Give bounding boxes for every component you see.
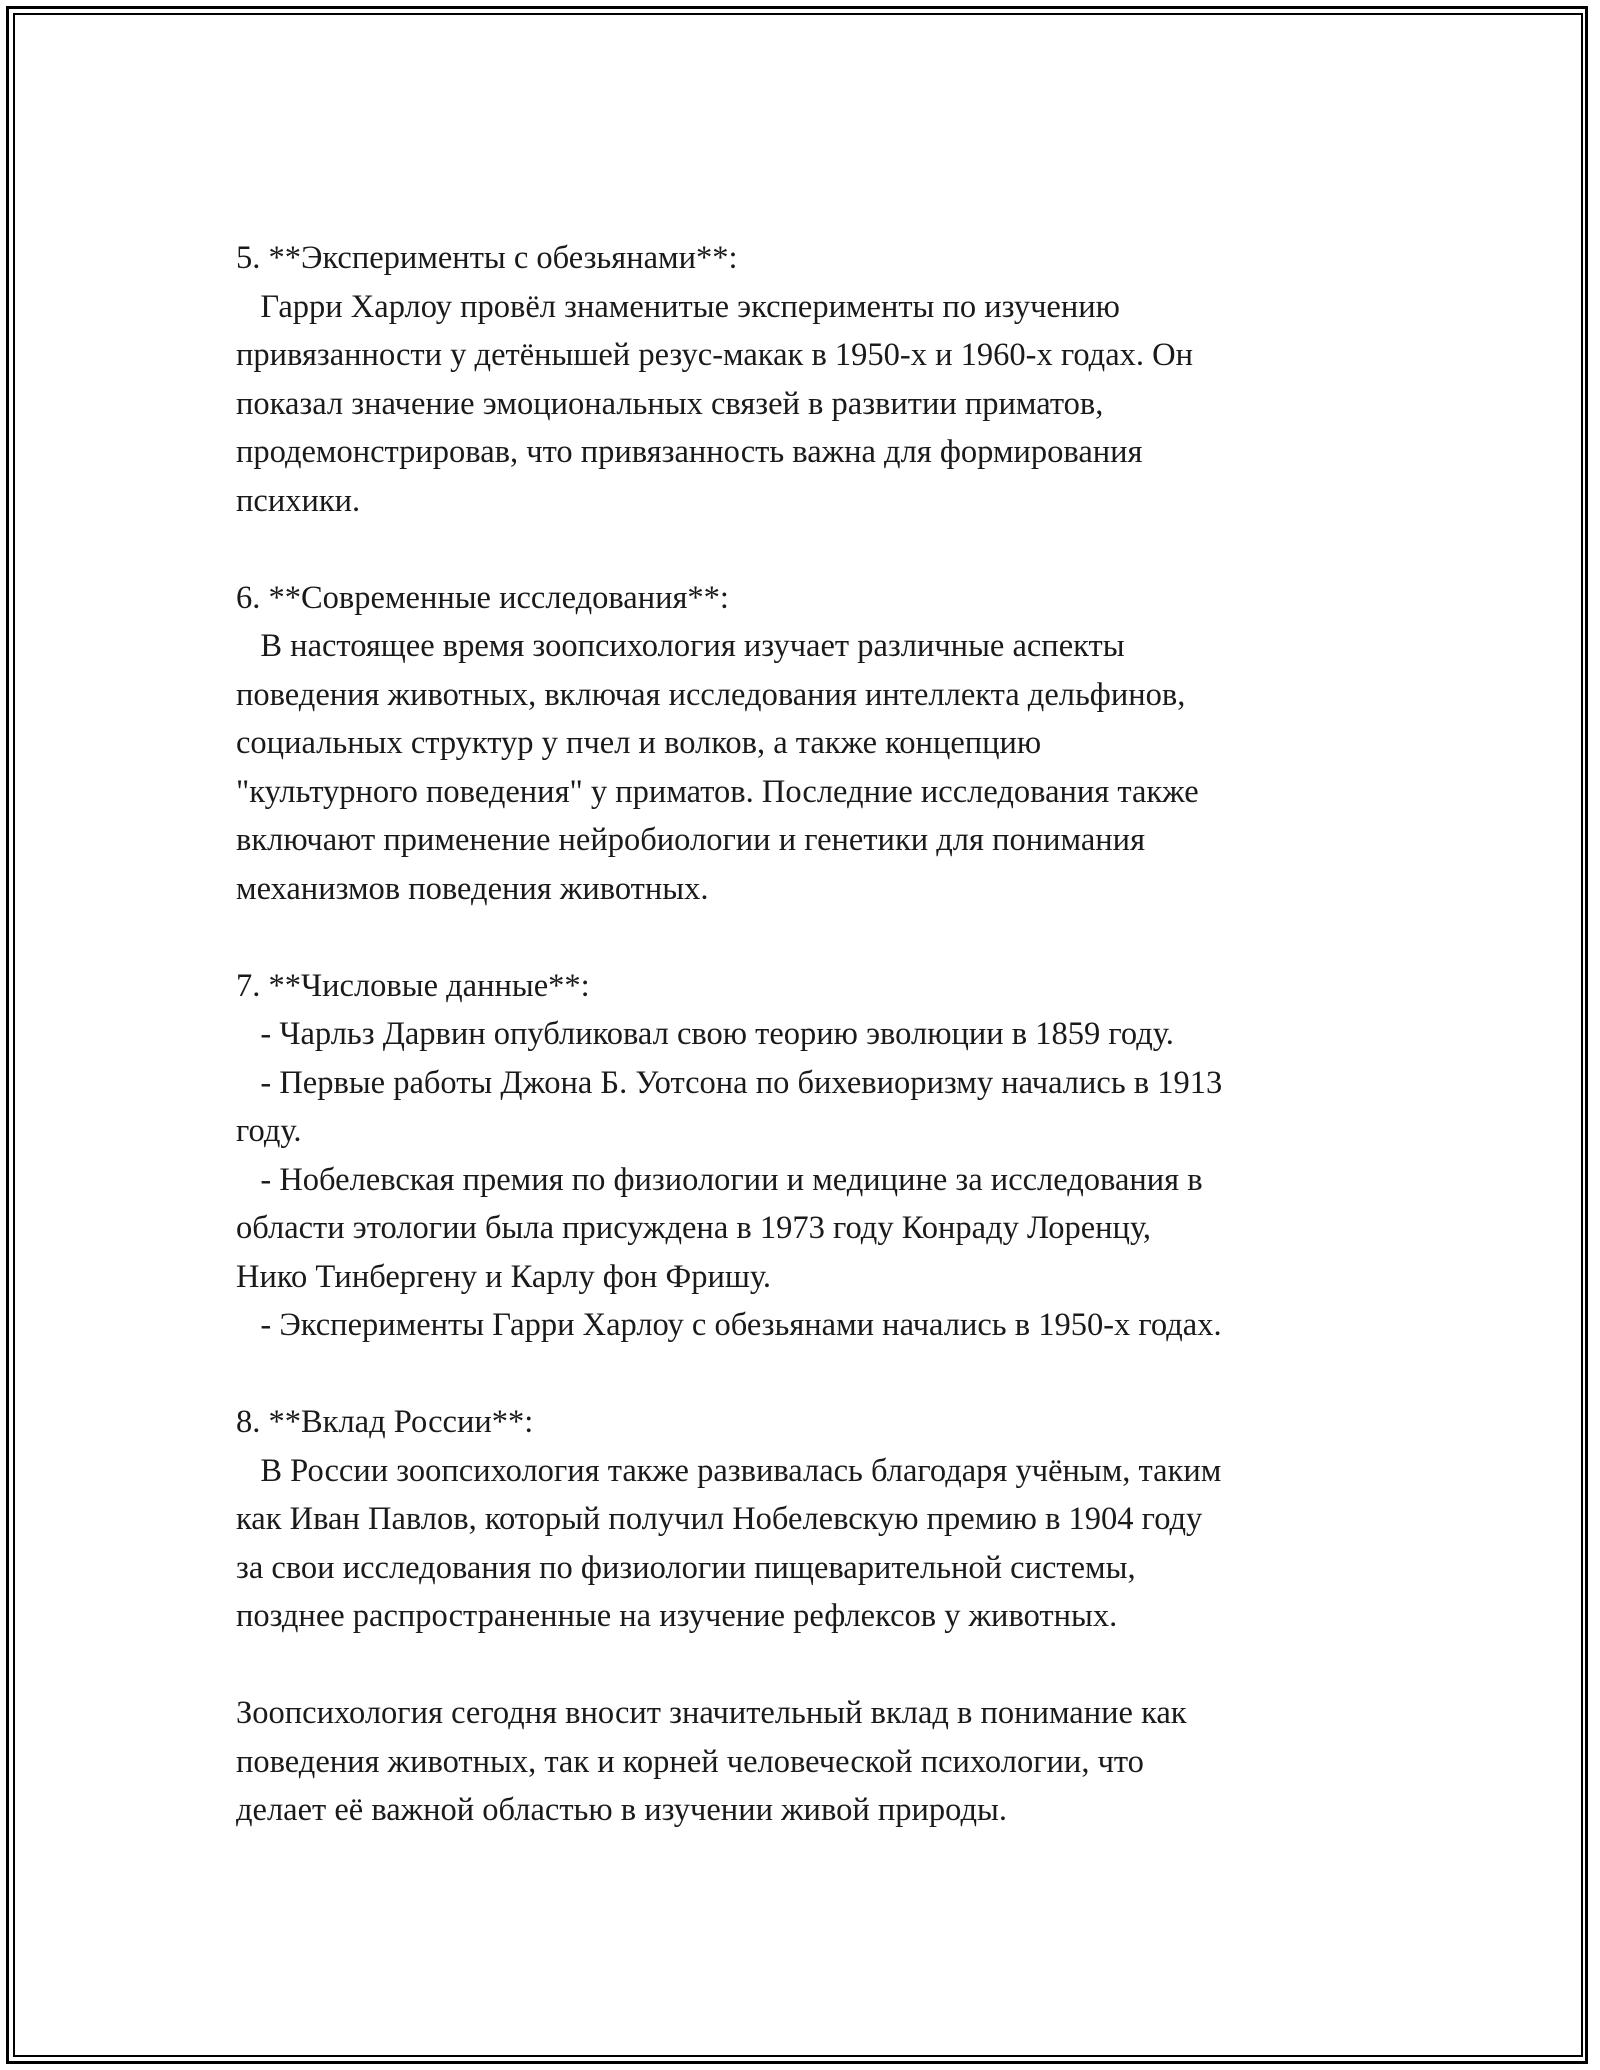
section-8 [236, 1398, 1386, 1641]
paragraph-line: социальных структур у пчел и волков, а также концепцию [236, 725, 1042, 761]
conclusion [236, 1689, 1386, 1835]
paragraph-line: делает её важной областью в изучении живой природы. [236, 1792, 1007, 1828]
section-heading: 7. **Числовые данные**: [236, 967, 590, 1004]
paragraph-line: поведения животных, включая исследования интеллекта дельфинов, [236, 676, 1186, 713]
section-heading: 5. **Эксперименты с обезьянами**: [236, 240, 738, 276]
section-5 [236, 234, 1386, 525]
paragraph-line: поведения животных, так и корней человеческой психологии, что [236, 1743, 1144, 1780]
paragraph-line: В настоящее время зоопсихология изучает различные аспекты [236, 628, 1125, 664]
list-item-line: - Первые работы Джона Б. Уотсона по бихевиоризму начались в 1913 [236, 1064, 1223, 1101]
list-item-line: - Нобелевская премия по физиологии и медицине за исследования в [236, 1161, 1203, 1198]
paragraph-line: психики. [236, 482, 361, 519]
section-6 [236, 574, 1386, 914]
paragraph-line: включают применение нейробиологии и генетики для понимания [236, 822, 1146, 858]
blank-line [236, 525, 1386, 574]
list-item-line: - Чарльз Дарвин опубликовал свою теорию эволюции в 1859 году. [236, 1016, 1174, 1052]
list-item-line: Нико Тинбергену и Карлу фон Фришу. [236, 1258, 771, 1295]
paragraph-line: Гарри Харлоу провёл знаменитые эксперименты по изучению [236, 288, 1120, 325]
paragraph-line: как Иван Павлов, который получил Нобелевскую премию в 1904 году [236, 1501, 1203, 1537]
section-heading: 8. **Вклад России**: [236, 1404, 534, 1440]
blank-line [236, 1350, 1386, 1399]
section-7 [236, 962, 1386, 1350]
document-body [236, 234, 1386, 1835]
section-heading: 6. **Современные исследования**: [236, 579, 729, 616]
list-item-line: году. [236, 1113, 302, 1149]
list-item-line: - Эксперименты Гарри Харлоу с обезьянами начались в 1950-х годах. [236, 1307, 1222, 1343]
paragraph-line: Зоопсихология сегодня вносит значительный вклад в понимание как [236, 1695, 1187, 1731]
paragraph-line: В России зоопсихология также развивалась благодаря учёным, таким [236, 1452, 1222, 1489]
paragraph-line: за свои исследования по физиологии пищеварительной системы, [236, 1549, 1136, 1586]
paragraph-line: продемонстрировав, что привязанность важна для формирования [236, 434, 1143, 470]
blank-line [236, 913, 1386, 962]
paragraph-line: "культурного поведения" у приматов. Последние исследования также [236, 773, 1199, 810]
paragraph-line: привязанности у детёнышей резус-макак в 1950-х и 1960-х годах. Он [236, 337, 1193, 373]
paragraph-line: механизмов поведения животных. [236, 870, 709, 907]
list-item-line: области этологии была присуждена в 1973 году Конраду Лоренцу, [236, 1210, 1152, 1246]
paragraph-line: показал значение эмоциональных связей в развитии приматов, [236, 385, 1104, 422]
blank-line [236, 1641, 1386, 1690]
paragraph-line: позднее распространенные на изучение рефлексов у животных. [236, 1598, 1118, 1634]
